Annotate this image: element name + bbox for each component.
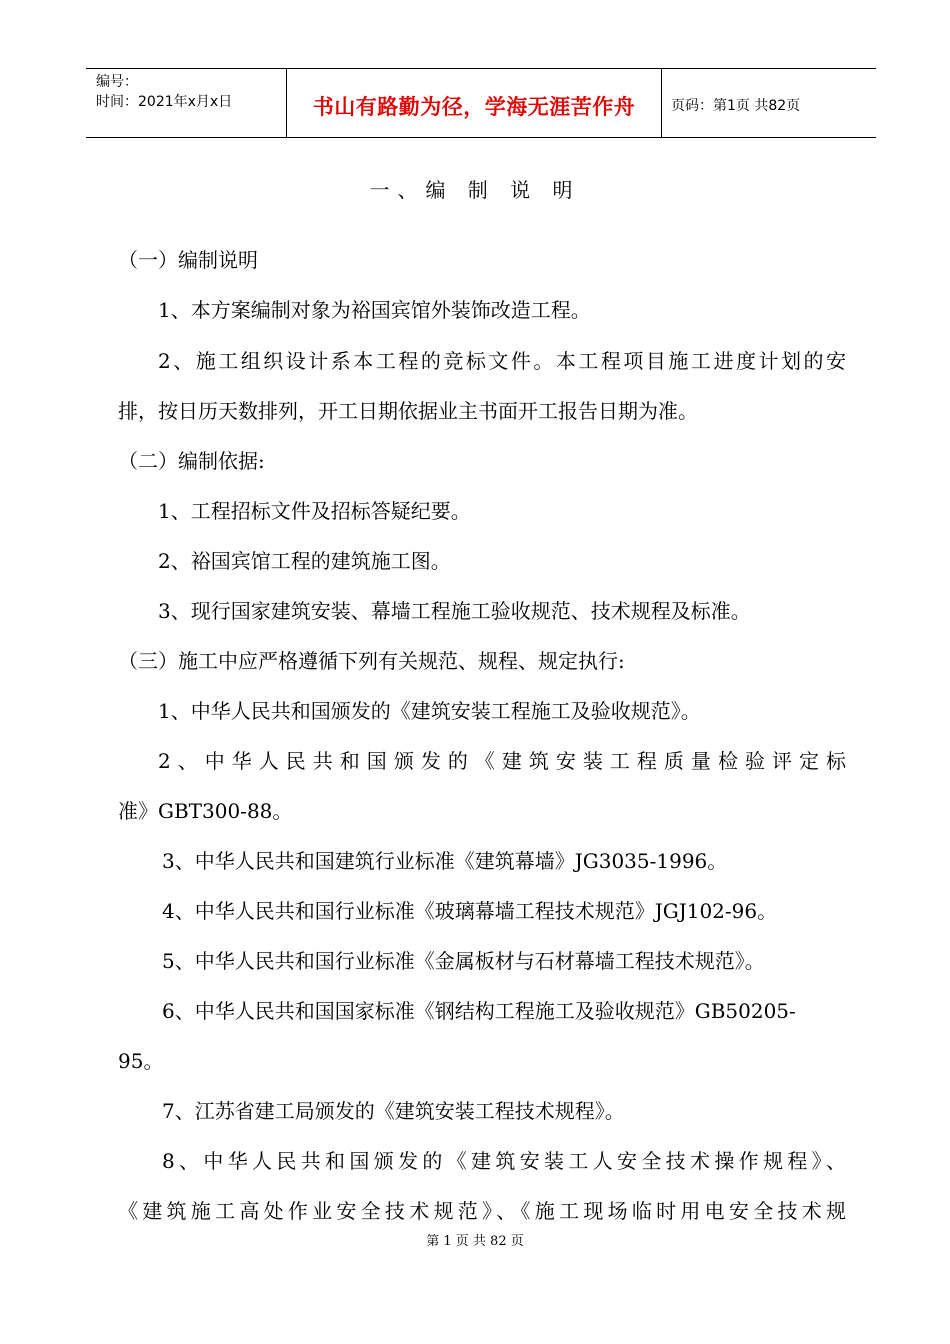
header-meta-cell <box>86 69 286 137</box>
paragraph-line: 4、中华人民共和国行业标准《玻璃幕墙工程技术规范》JGJ102-96。 <box>162 899 778 923</box>
paragraph-line: 3、现行国家建筑安装、幕墙工程施工验收规范、技术规程及标准。 <box>158 599 751 623</box>
page-footer: 第 1 页 共 82 页 <box>426 1234 524 1249</box>
paragraph-line: 1、中华人民共和国颁发的《建筑安装工程施工及验收规范》。 <box>158 699 701 723</box>
paragraph-line: 95。 <box>118 1049 164 1073</box>
section-heading-2: （二）编制依据: <box>118 449 265 473</box>
paragraph-line: 7、江苏省建工局颁发的《建筑安装工程技术规程》。 <box>162 1099 625 1123</box>
paragraph-line: 准》GBT300-88。 <box>118 799 293 823</box>
paragraph-line: 2、施工组织设计系本工程的竞标文件。本工程项目施工进度计划的安 <box>158 349 846 373</box>
header-page-cell <box>661 69 876 137</box>
paragraph-line: 2、中华人民共和国颁发的《建筑安装工程质量检验评定标 <box>158 749 846 773</box>
paragraph-line: 6、中华人民共和国国家标准《钢结构工程施工及验收规范》GB50205- <box>162 999 796 1023</box>
header-page-info: 页码：第1页 共82页 <box>671 98 801 114</box>
section-heading-3: （三）施工中应严格遵循下列有关规范、规程、规定执行: <box>118 649 625 673</box>
section-title: 一、编 制 说 明 <box>369 178 581 202</box>
header-motto: 书山有路勤为径，学海无涯苦作舟 <box>312 95 636 119</box>
document-number-label: 编号： <box>96 74 138 90</box>
document-header <box>86 68 876 138</box>
document-date-label: 时间：2021年x月x日 <box>96 94 233 110</box>
header-motto-cell <box>286 69 662 137</box>
paragraph-line: 3、中华人民共和国建筑行业标准《建筑幕墙》JG3035-1996。 <box>162 849 728 873</box>
paragraph-line: 1、工程招标文件及招标答疑纪要。 <box>158 499 471 523</box>
paragraph-line: 2、裕国宾馆工程的建筑施工图。 <box>158 549 451 573</box>
paragraph-line: 排，按日历天数排列，开工日期依据业主书面开工报告日期为准。 <box>118 399 698 423</box>
paragraph-line: 5、中华人民共和国行业标准《金属板材与石材幕墙工程技术规范》。 <box>162 949 765 973</box>
paragraph-line: 1、本方案编制对象为裕国宾馆外装饰改造工程。 <box>158 298 591 322</box>
paragraph-line: 《建筑施工高处作业安全技术规范》、《施工现场临时用电安全技术规 <box>118 1199 846 1223</box>
paragraph-line: 8、中华人民共和国颁发的《建筑安装工人安全技术操作规程》、 <box>162 1149 846 1173</box>
section-heading-1: （一）编制说明 <box>118 248 258 272</box>
